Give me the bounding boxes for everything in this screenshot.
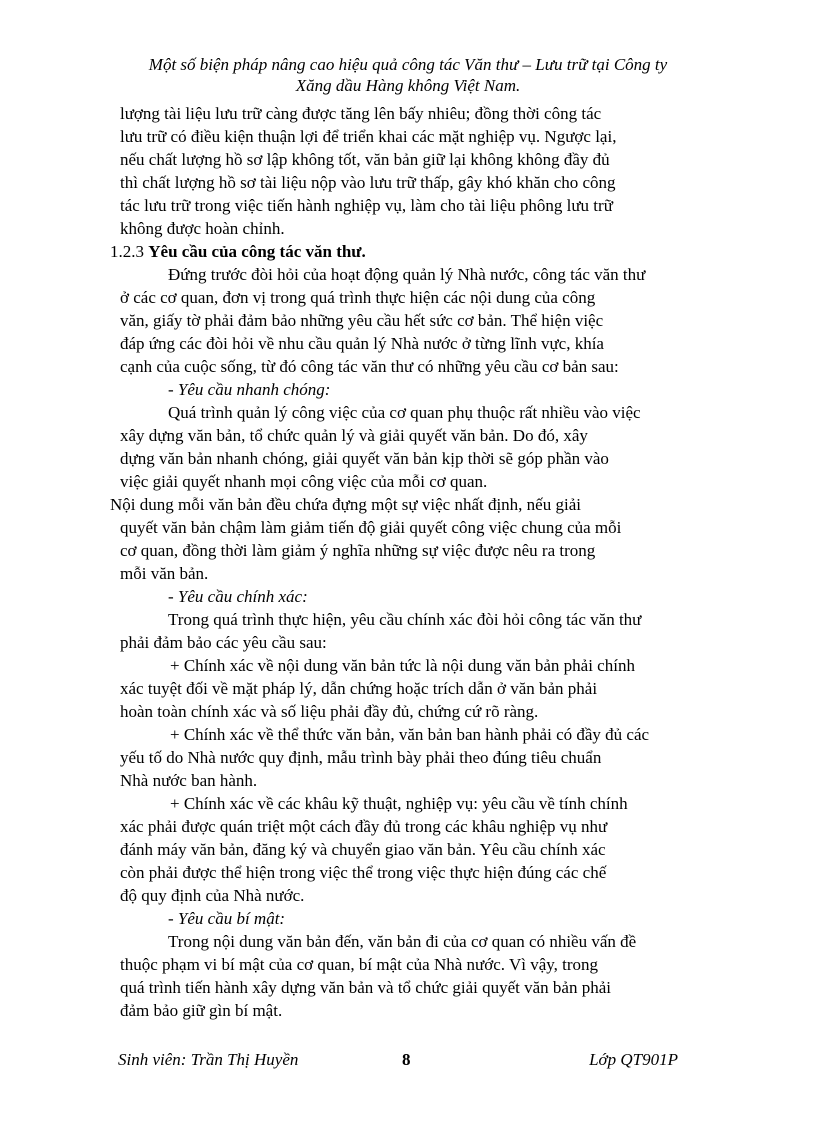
body-line: dựng văn bản nhanh chóng, giải quyết văn bản kịp thời sẽ góp phần vào xyxy=(120,449,609,468)
body-line: Đứng trước đòi hỏi của hoạt động quản lý Nhà nước, công tác văn thư xyxy=(168,265,646,284)
body-line: Nội dung mỗi văn bản đều chứa đựng một sự việc nhất định, nếu giải xyxy=(110,495,581,514)
body-line: Nhà nước ban hành. xyxy=(120,771,258,790)
body-line: yếu tố do Nhà nước quy định, mẫu trình bày phải theo đúng tiêu chuẩn xyxy=(120,748,602,767)
requirement-label: - Yêu cầu bí mật: xyxy=(168,909,286,928)
footer-class: Lớp QT901P xyxy=(589,1050,678,1069)
body-line: + Chính xác về các khâu kỹ thuật, nghiệp vụ: yêu cầu về tính chính xyxy=(170,794,628,813)
requirement-label: - Yêu cầu chính xác: xyxy=(168,587,308,606)
body-line: văn, giấy tờ phải đảm bảo những yêu cầu hết sức cơ bản. Thể hiện việc xyxy=(120,311,604,330)
header-line-1: Một số biện pháp nâng cao hiệu quả công tác Văn thư – Lưu trữ tại Công ty xyxy=(148,55,668,74)
requirement-label: - Yêu cầu nhanh chóng: xyxy=(168,380,331,399)
body-line: đảm bảo giữ gìn bí mật. xyxy=(120,1001,283,1020)
body-line: xác tuyệt đối về mặt pháp lý, dẫn chứng hoặc trích dẫn ở văn bản phải xyxy=(120,679,598,698)
page-header xyxy=(100,54,716,96)
page-number: 8 xyxy=(402,1050,411,1069)
header-line-2: Xăng dầu Hàng không Việt Nam. xyxy=(295,76,521,95)
body-line: Quá trình quản lý công việc của cơ quan phụ thuộc rất nhiều vào việc xyxy=(168,403,641,422)
body-line: thuộc phạm vi bí mật của cơ quan, bí mật của Nhà nước. Vì vậy, trong xyxy=(120,955,599,974)
page-footer xyxy=(118,1050,678,1074)
body-line: + Chính xác về nội dung văn bản tức là nội dung văn bản phải chính xyxy=(170,656,635,675)
body-line: tác lưu trữ trong việc tiến hành nghiệp vụ, làm cho tài liệu phông lưu trữ xyxy=(120,196,613,215)
body-line: quyết văn bản chậm làm giảm tiến độ giải quyết công việc chung của mỗi xyxy=(120,518,622,537)
body-line: ở các cơ quan, đơn vị trong quá trình thực hiện các nội dung của công xyxy=(120,288,596,307)
document-body xyxy=(110,102,710,1022)
body-line: việc giải quyết nhanh mọi công việc của mỗi cơ quan. xyxy=(120,472,488,491)
section-heading xyxy=(110,240,710,263)
body-line: đáp ứng các đòi hỏi về nhu cầu quản lý Nhà nước ở từng lĩnh vực, khía xyxy=(120,334,604,353)
body-line: độ quy định của Nhà nước. xyxy=(120,886,305,905)
body-line: + Chính xác về thể thức văn bản, văn bản ban hành phải có đầy đủ các xyxy=(170,725,650,744)
body-line: phải đảm bảo các yêu cầu sau: xyxy=(120,633,327,652)
body-line: không được hoàn chỉnh. xyxy=(120,219,285,238)
body-line: đánh máy văn bản, đăng ký và chuyển giao văn bản. Yêu cầu chính xác xyxy=(120,840,606,859)
body-line: lưu trữ có điều kiện thuận lợi để triển khai các mặt nghiệp vụ. Ngược lại, xyxy=(120,127,617,146)
section-number: 1.2.3 xyxy=(110,242,144,261)
body-line: lượng tài liệu lưu trữ càng được tăng lên bấy nhiêu; đồng thời công tác xyxy=(120,104,602,123)
body-line: thì chất lượng hồ sơ tài liệu nộp vào lưu trữ thấp, gây khó khăn cho công xyxy=(120,173,616,192)
body-line: cạnh của cuộc sống, từ đó công tác văn thư có những yêu cầu cơ bản sau: xyxy=(120,357,619,376)
body-line: quá trình tiến hành xây dựng văn bản và tổ chức giải quyết văn bản phải xyxy=(120,978,611,997)
body-line: xây dựng văn bản, tổ chức quản lý và giải quyết văn bản. Do đó, xây xyxy=(120,426,588,445)
body-line: Trong nội dung văn bản đến, văn bản đi của cơ quan có nhiều vấn đề xyxy=(168,932,637,951)
body-line: Trong quá trình thực hiện, yêu cầu chính xác đòi hỏi công tác văn thư xyxy=(168,610,642,629)
body-line: xác phải được quán triệt một cách đầy đủ trong các khâu nghiệp vụ như xyxy=(120,817,608,836)
body-line: còn phải được thể hiện trong việc thể trong việc thực hiện đúng các chế xyxy=(120,863,607,882)
section-title: Yêu cầu của công tác văn thư. xyxy=(148,242,366,261)
footer-student: Sinh viên: Trần Thị Huyền xyxy=(118,1050,299,1069)
body-line: mỗi văn bản. xyxy=(120,564,209,583)
body-line: nếu chất lượng hồ sơ lập không tốt, văn bản giữ lại không không đầy đủ xyxy=(120,150,610,169)
body-line: cơ quan, đồng thời làm giảm ý nghĩa những sự việc được nêu ra trong xyxy=(120,541,596,560)
body-line: hoàn toàn chính xác và số liệu phải đầy đủ, chứng cứ rõ ràng. xyxy=(120,702,539,721)
